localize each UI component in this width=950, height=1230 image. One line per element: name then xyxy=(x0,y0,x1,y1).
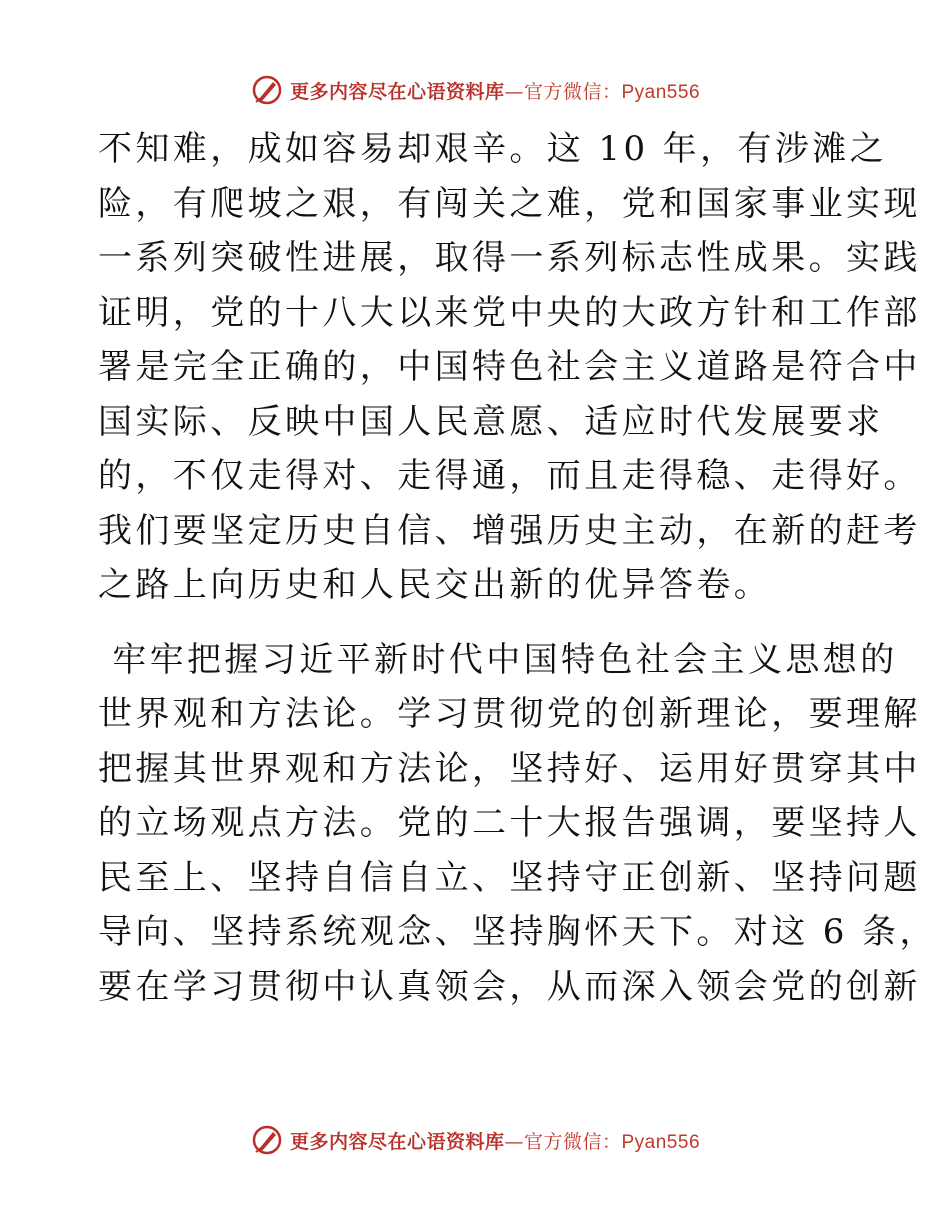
pen-logo-icon xyxy=(250,73,284,107)
footer-banner-cn: 更多内容尽在心语资料库 xyxy=(289,1130,505,1153)
paragraph-gap xyxy=(98,613,858,633)
text-line: 我们要坚定历史自信、增强历史主动，在新的赶考 xyxy=(98,510,921,551)
text-line: 要在学习贯彻中认真领会，从而深入领会党的创新 xyxy=(98,966,921,1007)
footer-banner-sep: — xyxy=(504,1130,524,1153)
text-line: 世界观和方法论。学习贯彻党的创新理论，要理解 xyxy=(98,694,921,734)
text-line: 把握其世界观和方法论，坚持好、运用好贯穿其中 xyxy=(98,748,921,789)
text-line: 导向、坚持系统观念、坚持胸怀天下。对这 6 条， xyxy=(98,912,937,952)
header-banner-wechat: 官方微信：Pyan556 xyxy=(524,81,701,103)
document-body xyxy=(98,122,937,1014)
text-line: 的立场观点方法。党的二十大报告强调，要坚持人 xyxy=(98,803,921,843)
header-banner-sep: — xyxy=(504,80,524,103)
text-line: 险，有爬坡之艰，有闯关之难，党和国家事业实现 xyxy=(98,183,921,224)
text-line: 民至上、坚持自信自立、坚持守正创新、坚持问题 xyxy=(98,857,921,898)
text-line: 国实际、反映中国人民意愿、适应时代发展要求 xyxy=(98,401,884,442)
footer-banner xyxy=(0,1120,950,1160)
footer-banner-wechat: 官方微信：Pyan556 xyxy=(524,1131,701,1153)
paragraph-2 xyxy=(98,633,937,1015)
text-line: 一系列突破性进展，取得一系列标志性成果。实践 xyxy=(98,238,921,278)
footer-banner-text xyxy=(290,1127,700,1154)
text-line: 证明，党的十八大以来党中央的大政方针和工作部 xyxy=(98,292,921,333)
text-line: 署是完全正确的，中国特色社会主义道路是符合中 xyxy=(98,347,921,387)
text-line: 的，不仅走得对、走得通，而且走得稳、走得好。 xyxy=(98,456,921,496)
header-banner-cn: 更多内容尽在心语资料库 xyxy=(289,80,505,103)
text-line: 之路上向历史和人民交出新的优异答卷。 xyxy=(98,565,772,605)
text-line: 牢牢把握习近平新时代中国特色社会主义思想的 xyxy=(98,639,898,680)
pen-logo-icon xyxy=(250,1123,284,1157)
header-banner-text xyxy=(290,77,700,104)
paragraph-1 xyxy=(98,122,921,613)
header-banner xyxy=(0,70,950,110)
text-line: 不知难，成如容易却艰辛。这 10 年，有涉滩之 xyxy=(98,129,888,169)
